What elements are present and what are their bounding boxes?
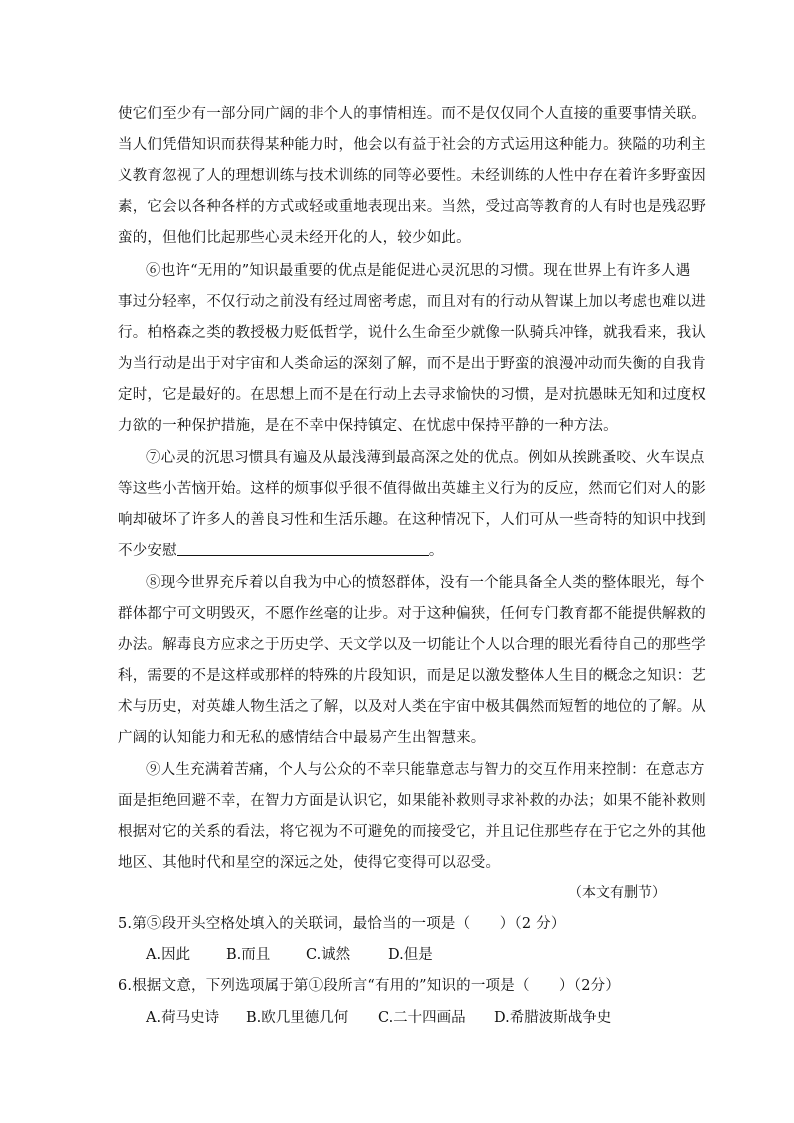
- p9-line-3: 根据对它的关系的看法，将它视为不可避免的而接受它，并且记住那些存在于它之外的其他: [118, 824, 706, 840]
- question-5-option-c[interactable]: C.诚然: [306, 947, 351, 963]
- p9-line-1: ⑨人生充满着苦痛，个人与公众的不幸只能靠意志与智力的交互作用来控制：在意志方: [146, 762, 705, 778]
- p8-line-1: ⑧现今世界充斥着以自我为中心的愤怒群体，没有一个能具备全人类的整体眼光，每个: [146, 575, 705, 591]
- p7-line-4: [118, 541, 444, 561]
- p6-line-3: 行。柏格森之类的教授极力贬低哲学，说什么生命至少就像一队骑兵冲锋，就我看来，我认: [118, 325, 706, 341]
- question-6-option-d[interactable]: D.希腊波斯战争史: [494, 1010, 612, 1026]
- p6-line-1: ⑥也许“无用的”知识最重要的优点是能促进心灵沉思的习惯。现在世界上有许多人遇: [146, 263, 691, 279]
- p8-line-6: 广阔的认知能力和无私的感情结合中最易产生出智慧来。: [118, 730, 486, 746]
- p5-line-1: 使它们至少有一部分同广阔的非个人的事情相连。而不是仅仅同个人直接的重要事情关联。: [118, 106, 706, 122]
- p7-line-1: ⑦心灵的沉思习惯具有遍及从最浅薄到最高深之处的优点。例如从挨跳蚤咬、火车误点: [146, 450, 705, 466]
- p6-line-2: 事过分轻率，不仅行动之前没有经过周密考虑，而且对有的行动从智谋上加以考虑也难以进: [118, 294, 706, 310]
- p8-line-3: 办法。解毒良方应求之于历史学、天文学以及一切能让个人以合理的眼光看待自己的那些学: [118, 637, 706, 653]
- p7-last-suffix: 。: [428, 543, 444, 559]
- p7-line-2: 等这些小苦恼开始。这样的烦事似乎很不值得做出英雄主义行为的反应，然而它们对人的影: [118, 481, 706, 497]
- answer-blank[interactable]: [177, 541, 429, 556]
- p5-line-5: 蛮的，但他们比起那些心灵未经开化的人，较少如此。: [118, 230, 471, 246]
- p7-line-3: 响却破坏了许多人的善良习性和生活乐趣。在这种情况下，人们可从一些奇特的知识中找到: [118, 512, 706, 528]
- p6-line-6: 力欲的一种保护措施，是在不幸中保持镇定、在忧虑中保持平静的一种方法。: [118, 418, 618, 434]
- p9-line-2: 面是拒绝回避不幸，在智力方面是认识它，如果能补救则寻求补救的办法；如果不能补救则: [118, 793, 706, 809]
- p6-line-4: 为当行动是出于对宇宙和人类命运的深刻了解，而不是出于野蛮的浪漫冲动而失衡的自我肯: [118, 356, 706, 372]
- p9-line-4: 地区、其他时代和星空的深远之处，使得它变得可以忍受。: [118, 855, 501, 871]
- source-note: （本文有删节）: [568, 885, 666, 901]
- question-6-stem: 6.根据文意，下列选项属于第①段所言“有用的”知识的一项是（ ）（2分）: [118, 978, 621, 994]
- question-6-option-b[interactable]: B.欧几里德几何: [246, 1010, 349, 1026]
- question-5-stem: 5.第⑤段开头空格处填入的关联词，最恰当的一项是（ ）（2 分）: [118, 916, 566, 932]
- p5-line-4: 素，它会以各种各样的方式或轻或重地表现出来。当然，受过高等教育的人有时也是残忍野: [118, 199, 706, 215]
- p8-line-2: 群体都宁可文明毁灭，不愿作丝毫的让步。对于这种偏狭，任何专门教育都不能提供解救的: [118, 606, 706, 622]
- question-5-option-d[interactable]: D.但是: [388, 947, 433, 963]
- question-5-option-b[interactable]: B.而且: [226, 947, 271, 963]
- p7-last-prefix: 不少安慰: [118, 543, 177, 559]
- question-6-option-c[interactable]: C.二十四画品: [378, 1010, 466, 1026]
- p6-line-5: 定时，它是最好的。在思想上而不是在行动上去寻求愉快的习惯，是对抗愚昧无知和过度权: [118, 387, 706, 403]
- question-5-option-a[interactable]: A.因此: [146, 947, 191, 963]
- question-6-option-a[interactable]: A.荷马史诗: [146, 1010, 220, 1026]
- p8-line-4: 科，需要的不是这样或那样的特殊的片段知识，而是足以激发整体人生目的概念之知识：艺: [118, 668, 706, 684]
- p8-line-5: 术与历史，对英雄人物生活之了解，以及对人类在宇宙中极其偶然而短暂的地位的了解。从: [118, 699, 706, 715]
- p5-line-3: 义教育忽视了人的理想训练与技术训练的同等必要性。未经训练的人性中存在着许多野蛮因: [118, 168, 706, 184]
- p5-line-2: 当人们凭借知识而获得某种能力时，他会以有益于社会的方式运用这种能力。狭隘的功利主: [118, 137, 706, 153]
